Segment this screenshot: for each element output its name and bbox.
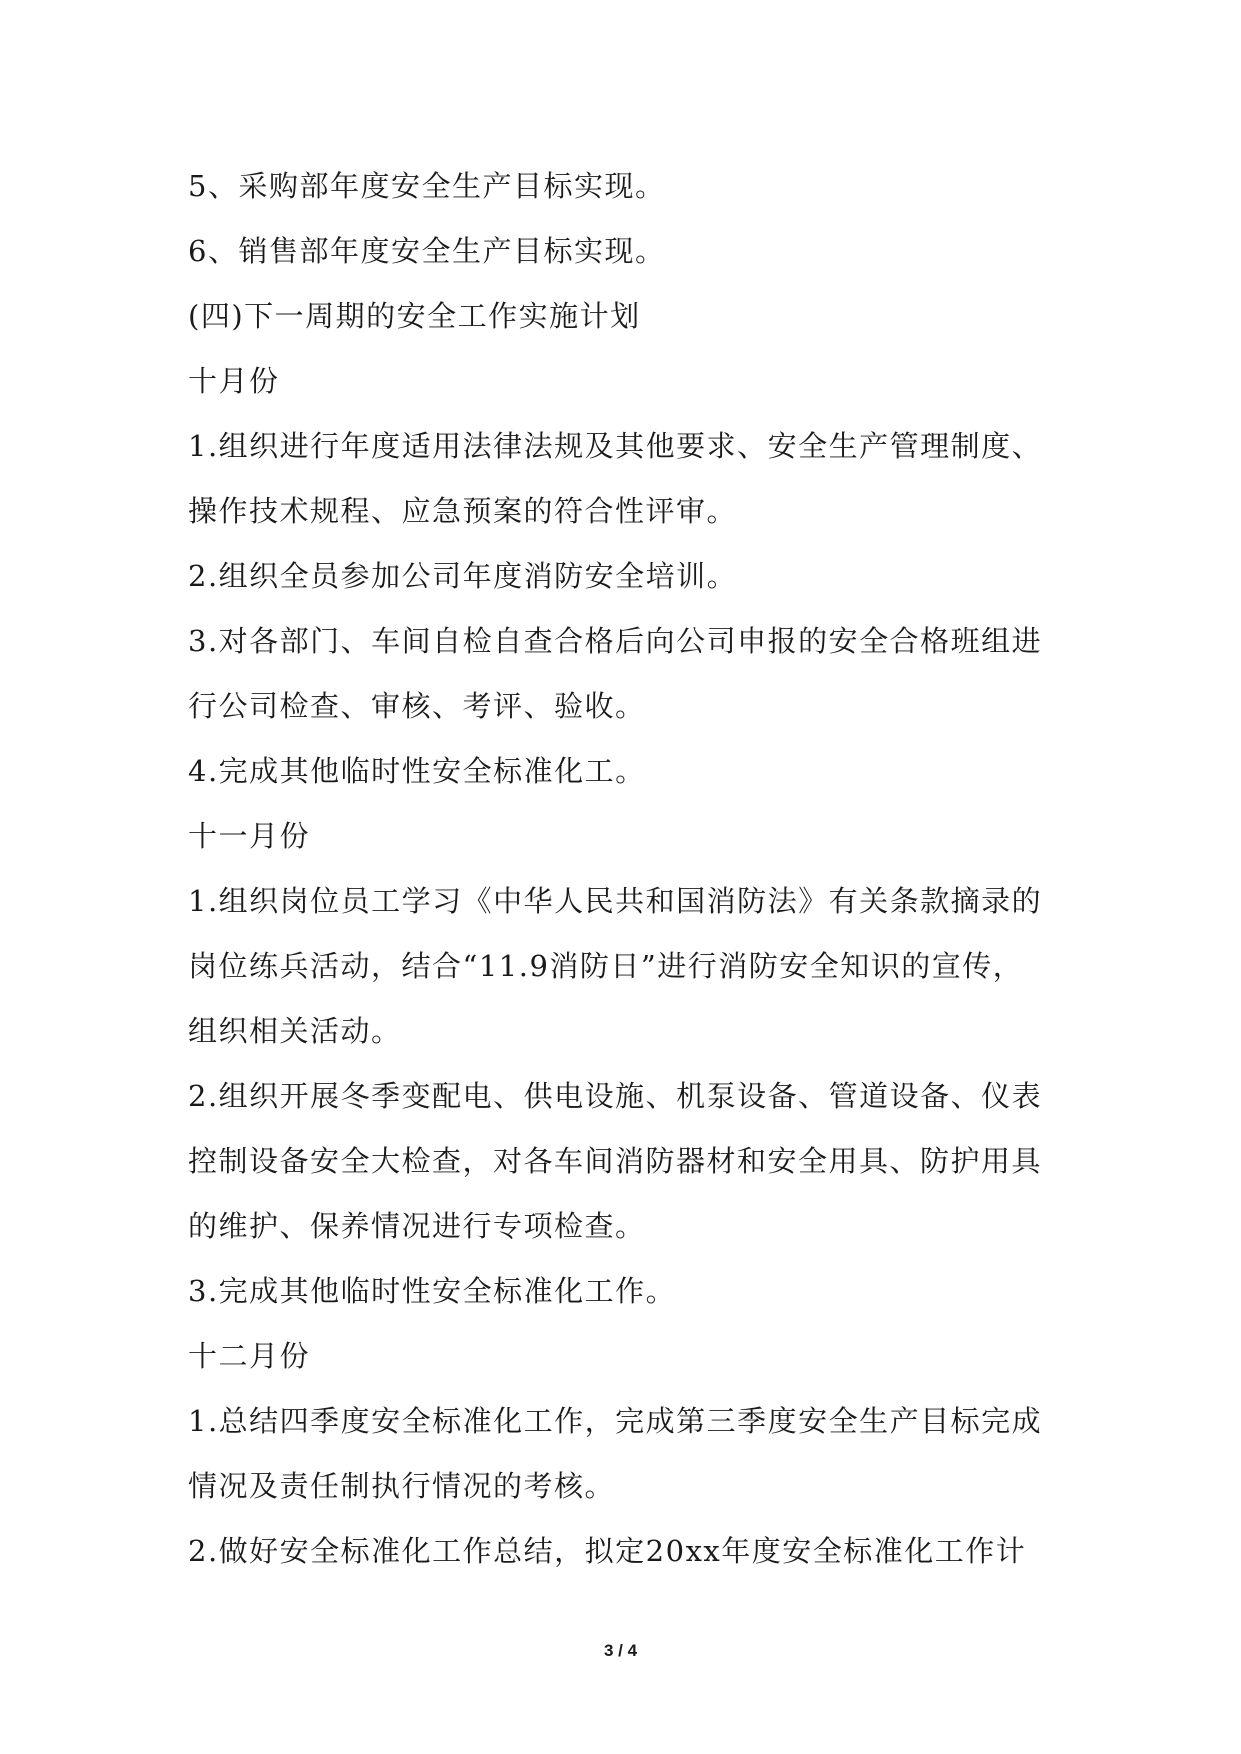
text-line: 1.总结四季度安全标准化工作，完成第三季度安全生产目标完成 bbox=[188, 1404, 1043, 1438]
text-line: 2.组织开展冬季变配电、供电设施、机泵设备、管道设备、仪表 bbox=[188, 1079, 1043, 1113]
text-line: 操作技术规程、应急预案的符合性评审。 bbox=[188, 494, 738, 528]
section-heading: (四)下一周期的安全工作实施计划 bbox=[188, 299, 641, 333]
text-line: 组织相关活动。 bbox=[188, 1014, 402, 1048]
text-line: 3.对各部门、车间自检自查合格后向公司申报的安全合格班组进 bbox=[188, 624, 1043, 658]
text-line: 情况及责任制执行情况的考核。 bbox=[188, 1469, 616, 1503]
text-line: 1.组织进行年度适用法律法规及其他要求、安全生产管理制度、 bbox=[188, 429, 1043, 463]
text-line: 4.完成其他临时性安全标准化工。 bbox=[188, 754, 646, 788]
text-line: 6、销售部年度安全生产目标实现。 bbox=[188, 234, 666, 268]
text-line: 2.做好安全标准化工作总结，拟定20xx年度安全标准化工作计 bbox=[188, 1534, 1027, 1568]
text-line: 行公司检查、审核、考评、验收。 bbox=[188, 689, 646, 723]
page-number: 3 / 4 bbox=[603, 1641, 638, 1660]
month-heading: 十二月份 bbox=[188, 1339, 311, 1373]
month-heading: 十月份 bbox=[188, 364, 280, 398]
text-line: 3.完成其他临时性安全标准化工作。 bbox=[188, 1274, 677, 1308]
month-heading: 十一月份 bbox=[188, 819, 311, 853]
text-line: 控制设备安全大检查，对各车间消防器材和安全用具、防护用具 bbox=[188, 1144, 1043, 1178]
text-line: 2.组织全员参加公司年度消防安全培训。 bbox=[188, 559, 738, 593]
text-line: 5、采购部年度安全生产目标实现。 bbox=[188, 169, 666, 203]
text-line: 岗位练兵活动，结合“11.9消防日”进行消防安全知识的宣传， bbox=[188, 949, 1024, 983]
text-line: 1.组织岗位员工学习《中华人民共和国消防法》有关条款摘录的 bbox=[188, 884, 1043, 918]
text-line: 的维护、保养情况进行专项检查。 bbox=[188, 1209, 646, 1243]
document-body bbox=[188, 154, 1068, 1584]
